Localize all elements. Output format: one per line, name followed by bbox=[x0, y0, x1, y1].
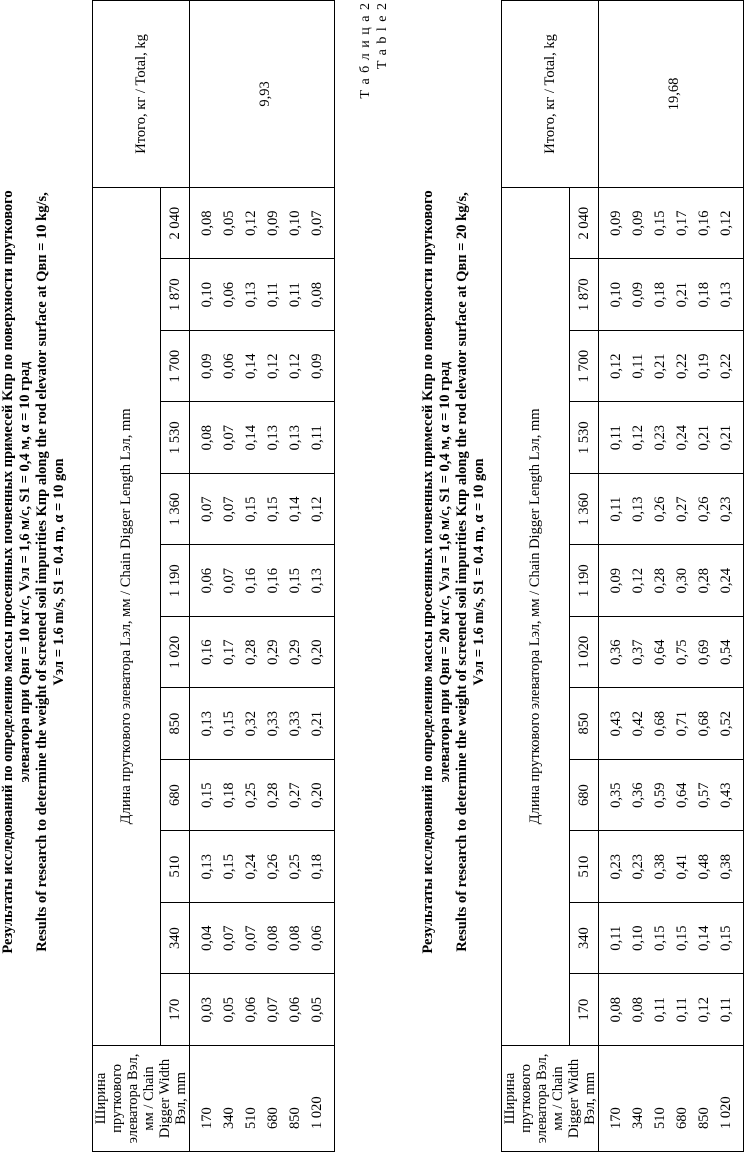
value-cell: 0,26 bbox=[649, 473, 671, 545]
value-cell: 0,13 bbox=[240, 259, 262, 331]
value-cell: 0,15 bbox=[240, 473, 262, 545]
value-cell: 0,13 bbox=[284, 402, 306, 474]
width-cell: 850 bbox=[693, 1045, 715, 1151]
value-cell: 0,07 bbox=[218, 545, 240, 617]
value-cell: 0,75 bbox=[671, 616, 693, 688]
value-cell: 0,35 bbox=[599, 759, 628, 831]
value-cell: 0,07 bbox=[262, 974, 284, 1046]
value-cell: 0,15 bbox=[671, 902, 693, 974]
data-table bbox=[501, 0, 744, 1152]
value-cell: 0,14 bbox=[693, 902, 715, 974]
value-cell: 0,15 bbox=[262, 473, 284, 545]
table-caption bbox=[420, 182, 488, 962]
header-total: Итого, кг / Total, kg bbox=[93, 1, 190, 188]
caption-ru: Результаты исследований по определению массы просеянных почвенных примесей Kпр по поверхности пруткового элеватора при Qвп = 20 кг/с, Vэл = 1,6 м/с, S1 = 0,4 м, α = 10 град bbox=[420, 190, 453, 954]
length-col: 850 bbox=[160, 688, 189, 760]
value-cell: 0,14 bbox=[240, 402, 262, 474]
value-cell: 0,13 bbox=[306, 545, 335, 617]
width-cell: 340 bbox=[627, 1045, 649, 1151]
value-cell: 0,09 bbox=[190, 330, 219, 402]
value-cell: 0,12 bbox=[627, 402, 649, 474]
value-cell: 0,05 bbox=[306, 974, 335, 1046]
value-cell: 0,37 bbox=[627, 616, 649, 688]
width-cell: 170 bbox=[599, 1045, 628, 1151]
length-col: 1 020 bbox=[569, 616, 598, 688]
value-cell: 0,21 bbox=[671, 259, 693, 331]
length-col: 510 bbox=[160, 831, 189, 903]
value-cell: 0,18 bbox=[306, 831, 335, 903]
value-cell: 0,36 bbox=[599, 616, 628, 688]
width-cell: 850 bbox=[284, 1045, 306, 1151]
value-cell: 0,18 bbox=[218, 759, 240, 831]
value-cell: 0,11 bbox=[599, 402, 628, 474]
value-cell: 0,23 bbox=[627, 831, 649, 903]
value-cell: 0,33 bbox=[284, 688, 306, 760]
value-cell: 0,16 bbox=[190, 616, 219, 688]
value-cell: 0,22 bbox=[715, 330, 744, 402]
value-cell: 0,18 bbox=[693, 259, 715, 331]
value-cell: 0,08 bbox=[284, 902, 306, 974]
value-cell: 0,08 bbox=[190, 187, 219, 259]
value-cell: 0,05 bbox=[218, 974, 240, 1046]
value-cell: 0,33 bbox=[262, 688, 284, 760]
value-cell: 0,64 bbox=[649, 616, 671, 688]
value-cell: 0,09 bbox=[627, 259, 649, 331]
value-cell: 0,59 bbox=[649, 759, 671, 831]
value-cell: 0,41 bbox=[671, 831, 693, 903]
total-cell: 19,68 bbox=[599, 1, 744, 188]
length-col: 510 bbox=[569, 831, 598, 903]
value-cell: 0,13 bbox=[262, 402, 284, 474]
value-cell: 0,21 bbox=[715, 402, 744, 474]
table-row bbox=[599, 1, 628, 1152]
value-cell: 0,43 bbox=[715, 759, 744, 831]
width-cell: 680 bbox=[671, 1045, 693, 1151]
value-cell: 0,15 bbox=[284, 545, 306, 617]
value-cell: 0,27 bbox=[284, 759, 306, 831]
value-cell: 0,48 bbox=[693, 831, 715, 903]
value-cell: 0,08 bbox=[306, 259, 335, 331]
header-total: Итого, кг / Total, kg bbox=[502, 1, 599, 188]
value-cell: 0,12 bbox=[599, 330, 628, 402]
value-cell: 0,11 bbox=[284, 259, 306, 331]
value-cell: 0,06 bbox=[306, 902, 335, 974]
value-cell: 0,23 bbox=[649, 402, 671, 474]
value-cell: 0,19 bbox=[693, 330, 715, 402]
length-col: 2 040 bbox=[569, 187, 598, 259]
value-cell: 0,12 bbox=[240, 187, 262, 259]
value-cell: 0,20 bbox=[306, 616, 335, 688]
value-cell: 0,26 bbox=[693, 473, 715, 545]
table-caption bbox=[0, 182, 68, 962]
value-cell: 0,15 bbox=[190, 759, 219, 831]
total-cell: 9,93 bbox=[190, 1, 335, 188]
value-cell: 0,21 bbox=[693, 402, 715, 474]
value-cell: 0,07 bbox=[190, 473, 219, 545]
value-cell: 0,64 bbox=[671, 759, 693, 831]
value-cell: 0,15 bbox=[218, 831, 240, 903]
header-length: Длина пруткового элеватора Lэл, мм / Chain Digger Length Lэл, mm bbox=[502, 187, 570, 1045]
value-cell: 0,11 bbox=[306, 402, 335, 474]
value-cell: 0,11 bbox=[671, 974, 693, 1046]
value-cell: 0,17 bbox=[218, 616, 240, 688]
value-cell: 0,26 bbox=[262, 831, 284, 903]
value-cell: 0,04 bbox=[190, 902, 219, 974]
value-cell: 0,24 bbox=[715, 545, 744, 617]
value-cell: 0,71 bbox=[671, 688, 693, 760]
value-cell: 0,32 bbox=[240, 688, 262, 760]
width-cell: 1 020 bbox=[306, 1045, 335, 1151]
value-cell: 0,10 bbox=[599, 259, 628, 331]
value-cell: 0,07 bbox=[218, 473, 240, 545]
value-cell: 0,13 bbox=[627, 473, 649, 545]
length-col: 1 190 bbox=[160, 545, 189, 617]
value-cell: 0,38 bbox=[715, 831, 744, 903]
value-cell: 0,57 bbox=[693, 759, 715, 831]
value-cell: 0,12 bbox=[284, 330, 306, 402]
value-cell: 0,68 bbox=[649, 688, 671, 760]
value-cell: 0,20 bbox=[306, 759, 335, 831]
value-cell: 0,11 bbox=[262, 259, 284, 331]
width-cell: 680 bbox=[262, 1045, 284, 1151]
value-cell: 0,11 bbox=[649, 974, 671, 1046]
value-cell: 0,13 bbox=[190, 688, 219, 760]
value-cell: 0,43 bbox=[599, 688, 628, 760]
length-col: 680 bbox=[569, 759, 598, 831]
value-cell: 0,14 bbox=[240, 330, 262, 402]
length-col: 1 360 bbox=[160, 473, 189, 545]
value-cell: 0,13 bbox=[190, 831, 219, 903]
width-cell: 170 bbox=[190, 1045, 219, 1151]
length-col: 340 bbox=[160, 902, 189, 974]
value-cell: 0,28 bbox=[693, 545, 715, 617]
value-cell: 0,30 bbox=[671, 545, 693, 617]
value-cell: 0,09 bbox=[262, 187, 284, 259]
length-col: 1 870 bbox=[160, 259, 189, 331]
table-label: T a b l e 2 bbox=[375, 2, 390, 70]
value-cell: 0,36 bbox=[627, 759, 649, 831]
value-cell: 0,10 bbox=[190, 259, 219, 331]
header-width: Ширина пруткового элеватора Bэл, мм / Chain Digger Width Bэл, mm bbox=[502, 1045, 599, 1151]
length-col: 170 bbox=[160, 974, 189, 1046]
length-col: 1 530 bbox=[160, 402, 189, 474]
value-cell: 0,42 bbox=[627, 688, 649, 760]
value-cell: 0,15 bbox=[715, 902, 744, 974]
value-cell: 0,08 bbox=[190, 402, 219, 474]
value-cell: 0,07 bbox=[306, 187, 335, 259]
value-cell: 0,11 bbox=[715, 974, 744, 1046]
value-cell: 0,27 bbox=[671, 473, 693, 545]
value-cell: 0,12 bbox=[715, 187, 744, 259]
value-cell: 0,12 bbox=[627, 545, 649, 617]
value-cell: 0,28 bbox=[262, 759, 284, 831]
length-col: 340 bbox=[569, 902, 598, 974]
value-cell: 0,69 bbox=[693, 616, 715, 688]
value-cell: 0,12 bbox=[306, 473, 335, 545]
caption-en: Results of research to determine the weight of screened soil impurities Kпр along the rod elevator surface at Qвп = 20 kg/s, Vэл = 1.6 m/s, S1 = 0.4 m, α = 10 gon bbox=[454, 192, 487, 952]
length-col: 2 040 bbox=[160, 187, 189, 259]
value-cell: 0,14 bbox=[284, 473, 306, 545]
length-col: 1 870 bbox=[569, 259, 598, 331]
value-cell: 0,10 bbox=[627, 902, 649, 974]
value-cell: 0,08 bbox=[262, 902, 284, 974]
length-col: 1 530 bbox=[569, 402, 598, 474]
value-cell: 0,25 bbox=[284, 831, 306, 903]
value-cell: 0,25 bbox=[240, 759, 262, 831]
width-cell: 340 bbox=[218, 1045, 240, 1151]
length-col: 1 700 bbox=[160, 330, 189, 402]
value-cell: 0,29 bbox=[284, 616, 306, 688]
value-cell: 0,03 bbox=[190, 974, 219, 1046]
value-cell: 0,16 bbox=[240, 545, 262, 617]
value-cell: 0,13 bbox=[715, 259, 744, 331]
value-cell: 0,28 bbox=[240, 616, 262, 688]
value-cell: 0,06 bbox=[240, 974, 262, 1046]
value-cell: 0,08 bbox=[599, 974, 628, 1046]
length-col: 1 020 bbox=[160, 616, 189, 688]
value-cell: 0,24 bbox=[671, 402, 693, 474]
value-cell: 0,09 bbox=[306, 330, 335, 402]
value-cell: 0,09 bbox=[599, 187, 628, 259]
value-cell: 0,06 bbox=[218, 330, 240, 402]
value-cell: 0,15 bbox=[649, 902, 671, 974]
width-cell: 510 bbox=[649, 1045, 671, 1151]
value-cell: 0,22 bbox=[671, 330, 693, 402]
value-cell: 0,07 bbox=[218, 902, 240, 974]
data-table bbox=[92, 0, 335, 1152]
length-col: 680 bbox=[160, 759, 189, 831]
length-col: 170 bbox=[569, 974, 598, 1046]
width-cell: 510 bbox=[240, 1045, 262, 1151]
header-length: Длина пруткового элеватора Lэл, мм / Chain Digger Length Lэл, mm bbox=[93, 187, 161, 1045]
value-cell: 0,12 bbox=[262, 330, 284, 402]
value-cell: 0,23 bbox=[599, 831, 628, 903]
value-cell: 0,09 bbox=[599, 545, 628, 617]
value-cell: 0,05 bbox=[218, 187, 240, 259]
value-cell: 0,29 bbox=[262, 616, 284, 688]
value-cell: 0,11 bbox=[599, 902, 628, 974]
table-row bbox=[190, 1, 219, 1152]
value-cell: 0,21 bbox=[649, 330, 671, 402]
caption-en: Results of research to determine the weight of screened soil impurities Kпр along the rod elevator surface at Qвп = 10 kg/s, Vэл = 1.6 m/s, S1 = 0.4 m, α = 10 gon bbox=[34, 192, 67, 952]
value-cell: 0,15 bbox=[218, 688, 240, 760]
length-col: 850 bbox=[569, 688, 598, 760]
width-cell: 1 020 bbox=[715, 1045, 744, 1151]
value-cell: 0,09 bbox=[627, 187, 649, 259]
value-cell: 0,10 bbox=[284, 187, 306, 259]
length-col: 1 700 bbox=[569, 330, 598, 402]
value-cell: 0,06 bbox=[218, 259, 240, 331]
value-cell: 0,06 bbox=[190, 545, 219, 617]
value-cell: 0,52 bbox=[715, 688, 744, 760]
value-cell: 0,23 bbox=[715, 473, 744, 545]
value-cell: 0,07 bbox=[218, 402, 240, 474]
value-cell: 0,15 bbox=[649, 187, 671, 259]
value-cell: 0,06 bbox=[284, 974, 306, 1046]
value-cell: 0,16 bbox=[262, 545, 284, 617]
length-col: 1 190 bbox=[569, 545, 598, 617]
value-cell: 0,24 bbox=[240, 831, 262, 903]
table-label: Т а б л и ц а 2 bbox=[358, 2, 373, 99]
value-cell: 0,12 bbox=[693, 974, 715, 1046]
value-cell: 0,11 bbox=[599, 473, 628, 545]
header-width: Ширина пруткового элеватора Bэл, мм / Chain Digger Width Bэл, mm bbox=[93, 1045, 190, 1151]
value-cell: 0,16 bbox=[693, 187, 715, 259]
value-cell: 0,18 bbox=[649, 259, 671, 331]
value-cell: 0,17 bbox=[671, 187, 693, 259]
value-cell: 0,21 bbox=[306, 688, 335, 760]
value-cell: 0,11 bbox=[627, 330, 649, 402]
value-cell: 0,08 bbox=[627, 974, 649, 1046]
value-cell: 0,38 bbox=[649, 831, 671, 903]
value-cell: 0,07 bbox=[240, 902, 262, 974]
length-col: 1 360 bbox=[569, 473, 598, 545]
caption-ru: Результаты исследований по определению массы просеянных почвенных примесей Kпр по поверхности пруткового элеватора при Qвп = 10 кг/с, Vэл = 1,6 м/с, S1 = 0,4 м, α = 10 град bbox=[0, 190, 33, 954]
value-cell: 0,54 bbox=[715, 616, 744, 688]
value-cell: 0,68 bbox=[693, 688, 715, 760]
value-cell: 0,28 bbox=[649, 545, 671, 617]
